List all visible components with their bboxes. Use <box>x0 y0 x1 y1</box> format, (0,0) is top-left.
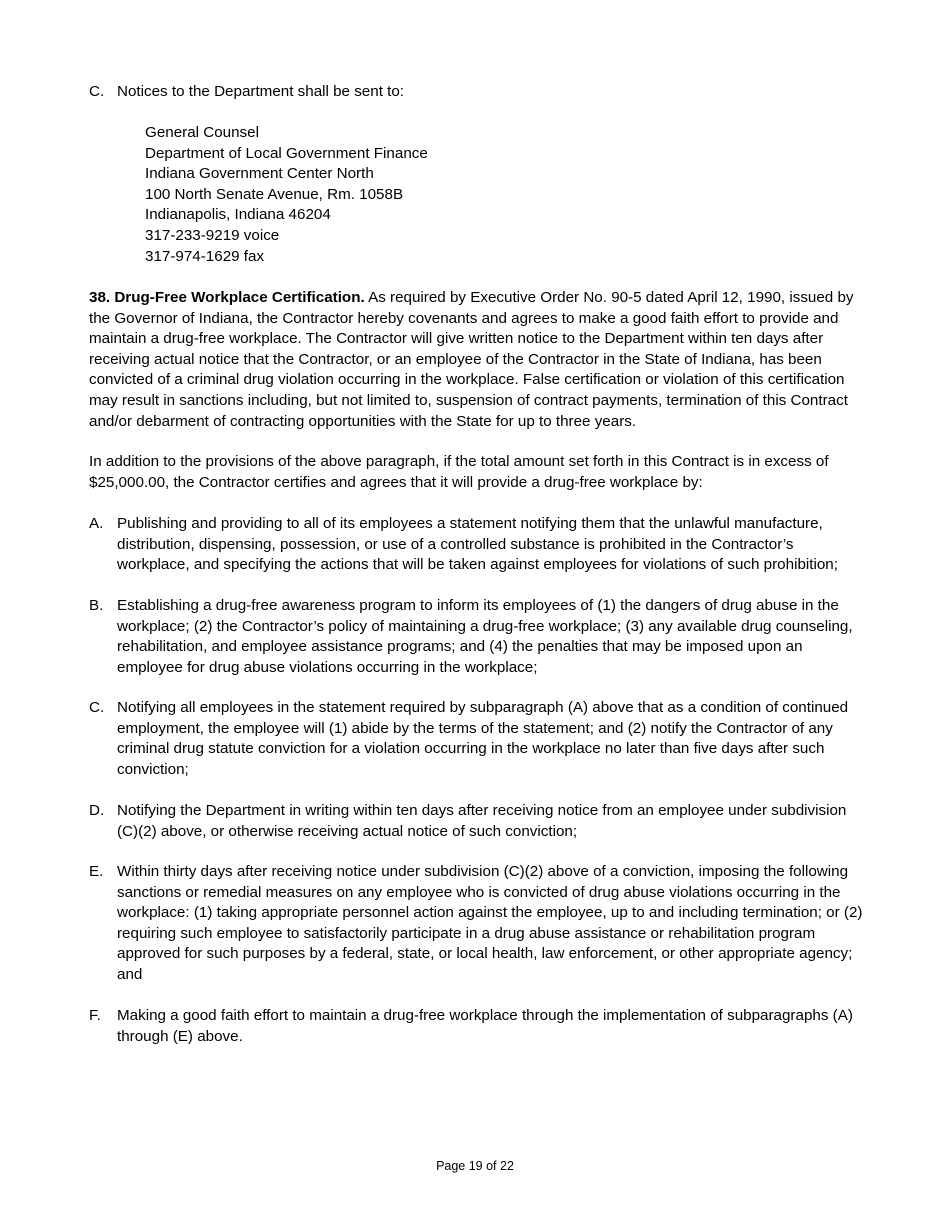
list-marker: A. <box>89 515 104 532</box>
address-line: 317-974-1629 fax <box>145 247 265 265</box>
notices-item <box>89 82 864 103</box>
list-item-f <box>89 1006 864 1047</box>
list-item-e <box>89 862 864 986</box>
address-line: Indianapolis, Indiana 46204 <box>145 206 331 224</box>
list-marker: F. <box>89 1007 101 1024</box>
addition-paragraph: In addition to the provisions of the above paragraph, if the total amount set forth in this Contract is in excess of $25,000.00, the Contractor certifies and agrees that it will provide a drug-free workplace by: <box>89 453 829 491</box>
list-marker: E. <box>89 863 104 880</box>
list-item-text: Notifying all employees in the statement required by subparagraph (A) above that as a condition of continued employment, the employee will (1) abide by the terms of the statement; and (2) notify the Contractor of any criminal drug statute conviction for a violation occurring in the workplace no later than five days after such conviction; <box>117 699 849 778</box>
section-38-body: As required by Executive Order No. 90-5 dated April 12, 1990, issued by the Governor of Indiana, the Contractor hereby covenants and agrees to make a good faith effort to provide and maintain a drug-free workplace. The Contractor will give written notice to the Department within ten days after receiving actual notice that the Contractor, or an employee of the Contractor in the State of Indiana, has been convicted of a criminal drug violation occurring in the workplace. False certification or violation of this certification may result in sanctions including, but not limited to, suspension of contract payments, termination of this Contract and/or debarment of contracting opportunities with the State for up to three years. <box>89 289 854 430</box>
section-38-heading: 38. Drug-Free Workplace Certification. <box>89 289 365 306</box>
page-number: Page 19 of 22 <box>436 1159 514 1173</box>
address-line: Department of Local Government Finance <box>145 144 428 162</box>
list-item-b <box>89 596 864 678</box>
address-block <box>145 123 428 267</box>
list-item-a <box>89 514 864 576</box>
list-marker: B. <box>89 597 104 614</box>
list-item-text: Establishing a drug-free awareness program to inform its employees of (1) the dangers of drug abuse in the workplace; (2) the Contractor’s policy of maintaining a drug-free workplace; (3) any available drug counseling, rehabilitation, and employee assistance programs; and (4) the penalties that may be imposed upon an employee for drug abuse violations occurring in the workplace; <box>117 597 853 676</box>
section-38-paragraph <box>89 288 864 432</box>
list-marker: D. <box>89 802 105 819</box>
list-item-d <box>89 801 864 842</box>
address-line: 100 North Senate Avenue, Rm. 1058B <box>145 185 404 203</box>
list-item-text: Within thirty days after receiving notice under subdivision (C)(2) above of a conviction, imposing the following sanctions or remedial measures on any employee who is convicted of drug abuse violations occurring in the workplace: (1) taking appropriate personnel action against the employee, up to and including termination; or (2) requiring such employee to satisfactorily participate in a drug abuse assistance or rehabilitation program approved for such purposes by a federal, state, or local health, law enforcement, or other appropriate agency; and <box>117 863 863 983</box>
list-item-text: Notices to the Department shall be sent to: <box>117 83 405 100</box>
list-item-text: Making a good faith effort to maintain a drug-free workplace through the implementation of subparagraphs (A) through (E) above. <box>117 1007 853 1045</box>
list-marker: C. <box>89 83 105 100</box>
list-item-text: Notifying the Department in writing within ten days after receiving notice from an employee under subdivision (C)(2) above, or otherwise receiving actual notice of such conviction; <box>117 802 847 840</box>
address-line: Indiana Government Center North <box>145 165 374 183</box>
list-item-c <box>89 698 864 780</box>
list-item-text: Publishing and providing to all of its employees a statement notifying them that the unlawful manufacture, distribution, dispensing, possession, or use of a controlled substance is prohibited in the Contractor’s workplace, and specifying the actions that will be taken against employees for violations of such prohibition; <box>117 515 838 574</box>
address-line: 317-233-9219 voice <box>145 226 280 244</box>
address-line: General Counsel <box>145 124 259 141</box>
list-marker: C. <box>89 699 105 716</box>
